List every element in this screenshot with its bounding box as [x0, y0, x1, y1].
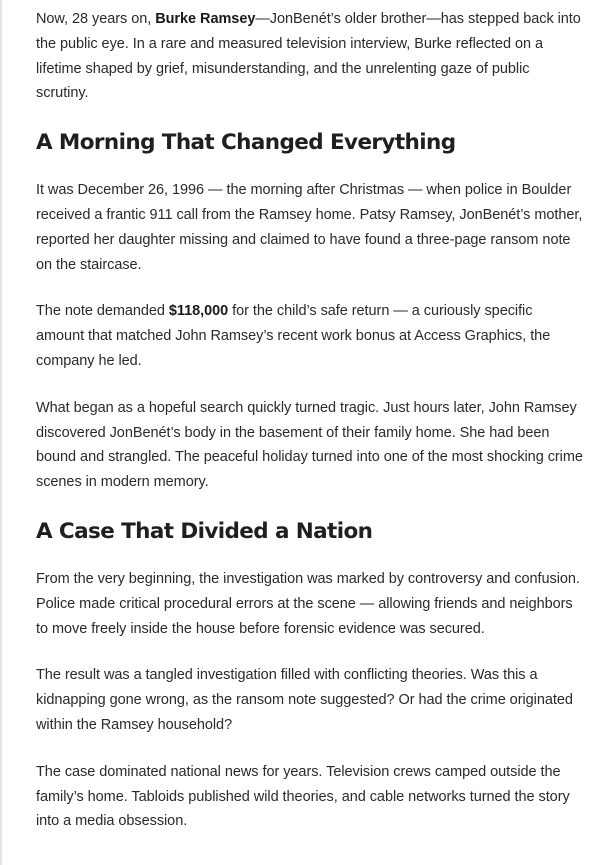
section-heading-nation: A Case That Divided a Nation — [36, 518, 373, 544]
intro-text-end: —JonBenét’s older brother—has stepped back into the public eye. In a rare and measured television interview, Burke reflected on a lifetime shaped by grief, misunderstanding, and the unrelenting gaze of public scrutiny. — [36, 11, 581, 102]
section-heading-morning: A Morning That Changed Everything — [36, 130, 456, 156]
paragraph-theories: The result was a tangled investigation filled with conflicting theories. Was this a kidnapping gone wrong, as the ransom note suggested? Or had the crime originated within the Ramsey household? — [36, 667, 573, 733]
paragraph-media: The case dominated national news for years. Television crews camped outside the family’s home. Tabloids published wild theories, and cable networks turned the story into a media obsession. — [36, 763, 570, 830]
paragraph-ransom-note — [36, 299, 584, 373]
paragraph-911-call: It was December 26, 1996 — the morning after Christmas — when police in Boulder received a frantic 911 call from the Ramsey home. Patsy Ramsey, JonBenét’s mother, reported her daughter missing and claimed to have found a three-page ransom note on the staircase. — [36, 182, 583, 273]
ransom-text-start: The note demanded — [36, 303, 169, 320]
left-border — [0, 0, 2, 865]
intro-paragraph — [36, 7, 584, 106]
intro-bold-name: Burke Ramsey — [155, 11, 256, 27]
ransom-amount: $118,000 — [168, 303, 229, 320]
intro-text-start: Now, 28 years on, — [36, 11, 156, 27]
paragraph-discovery: What began as a hopeful search quickly turned tragic. Just hours later, John Ramsey discovered JonBenét’s body in the basement of their family home. She had been bound and strangled. The peaceful holiday turned into one of the most shocking crime scenes in modern memory. — [36, 399, 583, 491]
article-body — [36, 7, 584, 834]
ransom-text-end: for the child’s safe return — a curiously specific amount that matched John Ramsey’s recent work bonus at Access Graphics, the company he led. — [36, 303, 551, 369]
paragraph-controversy: From the very beginning, the investigation was marked by controversy and confusion. Police made critical procedural errors at the scene — allowing friends and neighbors to move freely inside the house before forensic evidence was secured. — [36, 570, 580, 637]
